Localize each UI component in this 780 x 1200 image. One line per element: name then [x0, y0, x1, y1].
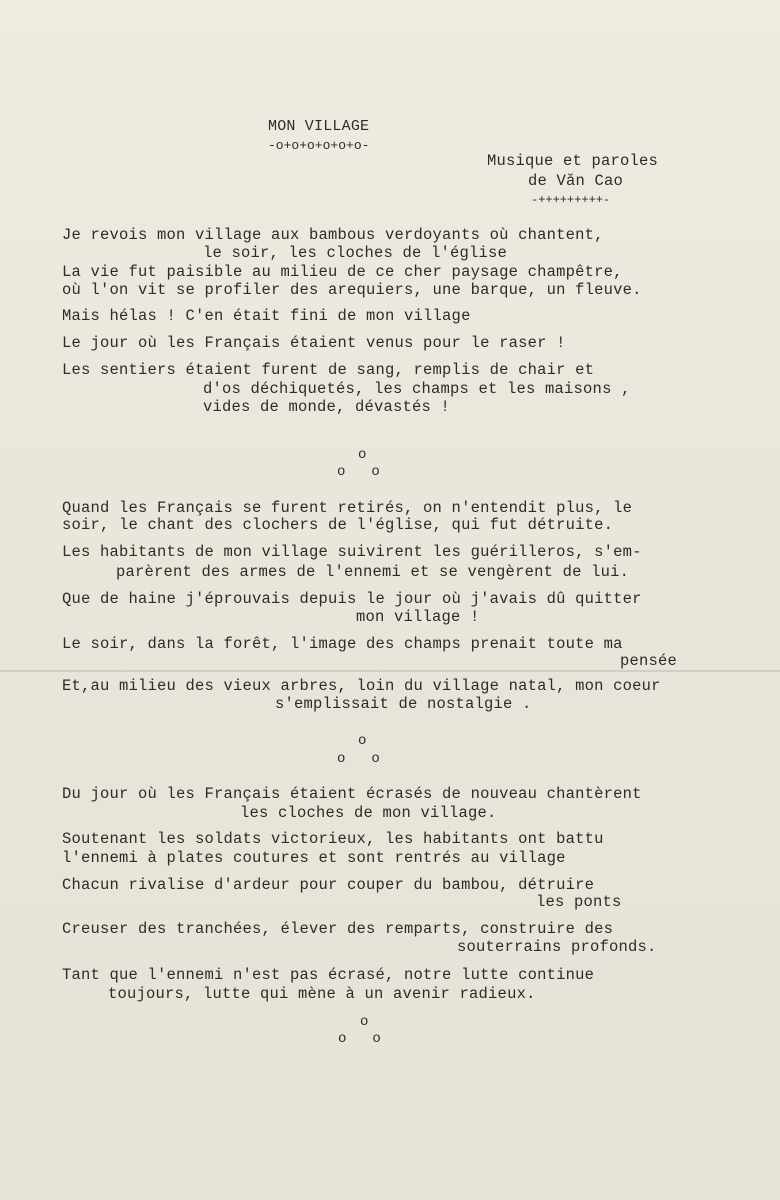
- song-title: MON VILLAGE: [268, 118, 370, 135]
- lyric-line: toujours, lutte qui mène à un avenir radieux.: [108, 985, 536, 1003]
- lyric-line: Les sentiers étaient furent de sang, remplis de chair et: [62, 361, 595, 379]
- lyric-line: les cloches de mon village.: [240, 804, 497, 822]
- lyric-line: Du jour où les Français étaient écrasés de nouveau chantèrent: [62, 785, 642, 803]
- lyric-line: Mais hélas ! C'en était fini de mon village: [62, 307, 471, 325]
- credit-ornament: -+++++++++-: [531, 193, 611, 207]
- lyric-line: Quand les Français se furent retirés, on n'entendit plus, le: [62, 499, 633, 517]
- lyric-line: parèrent des armes de l'ennemi et se vengèrent de lui.: [116, 563, 630, 581]
- lyric-line: vides de monde, dévastés !: [203, 398, 451, 416]
- lyric-line: soir, le chant des clochers de l'église, qui fut détruite.: [62, 516, 614, 534]
- lyric-line: s'emplissait de nostalgie .: [275, 695, 532, 713]
- lyric-line: souterrains profonds.: [457, 938, 657, 956]
- lyric-line: d'os déchiquetés, les champs et les maisons ,: [203, 380, 631, 398]
- divider-top: o: [358, 733, 367, 749]
- lyric-line: les ponts: [536, 893, 622, 911]
- divider-bottom: o o: [337, 464, 381, 480]
- lyric-line: mon village !: [356, 608, 480, 626]
- lyric-line: Le soir, dans la forêt, l'image des champs prenait toute ma: [62, 635, 623, 653]
- lyric-line: Soutenant les soldats victorieux, les habitants ont battu: [62, 830, 604, 848]
- lyric-line: Tant que l'ennemi n'est pas écrasé, notre lutte continue: [62, 966, 595, 984]
- divider-bottom: o o: [338, 1031, 382, 1047]
- lyric-line: le soir, les cloches de l'église: [203, 244, 508, 262]
- lyric-line: Les habitants de mon village suivirent les guérilleros, s'em-: [62, 543, 642, 561]
- lyric-line: Creuser des tranchées, élever des remparts, construire des: [62, 920, 614, 938]
- lyric-line: pensée: [620, 652, 678, 670]
- lyric-line: où l'on vit se profiler des arequiers, une barque, un fleuve.: [62, 281, 642, 299]
- divider-top: o: [358, 447, 367, 463]
- paper-fold: [0, 670, 780, 672]
- title-ornament: -o+o+o+o+o+o-: [268, 138, 370, 153]
- credit-line-1: Musique et paroles: [487, 152, 659, 170]
- lyric-line: l'ennemi à plates coutures et sont rentrés au village: [62, 849, 566, 867]
- lyric-line: Chacun rivalise d'ardeur pour couper du bambou, détruire: [62, 876, 595, 894]
- lyric-line: Je revois mon village aux bambous verdoyants où chantent,: [62, 226, 604, 244]
- lyric-line: La vie fut paisible au milieu de ce cher paysage champêtre,: [62, 263, 623, 281]
- credit-line-2: de Văn Cao: [528, 172, 624, 190]
- divider-top: o: [360, 1014, 369, 1030]
- lyric-line: Que de haine j'éprouvais depuis le jour où j'avais dû quitter: [62, 590, 642, 608]
- lyric-line: Le jour où les Français étaient venus pour le raser !: [62, 334, 566, 352]
- lyric-line: Et,au milieu des vieux arbres, loin du village natal, mon coeur: [62, 677, 661, 695]
- divider-bottom: o o: [337, 751, 381, 767]
